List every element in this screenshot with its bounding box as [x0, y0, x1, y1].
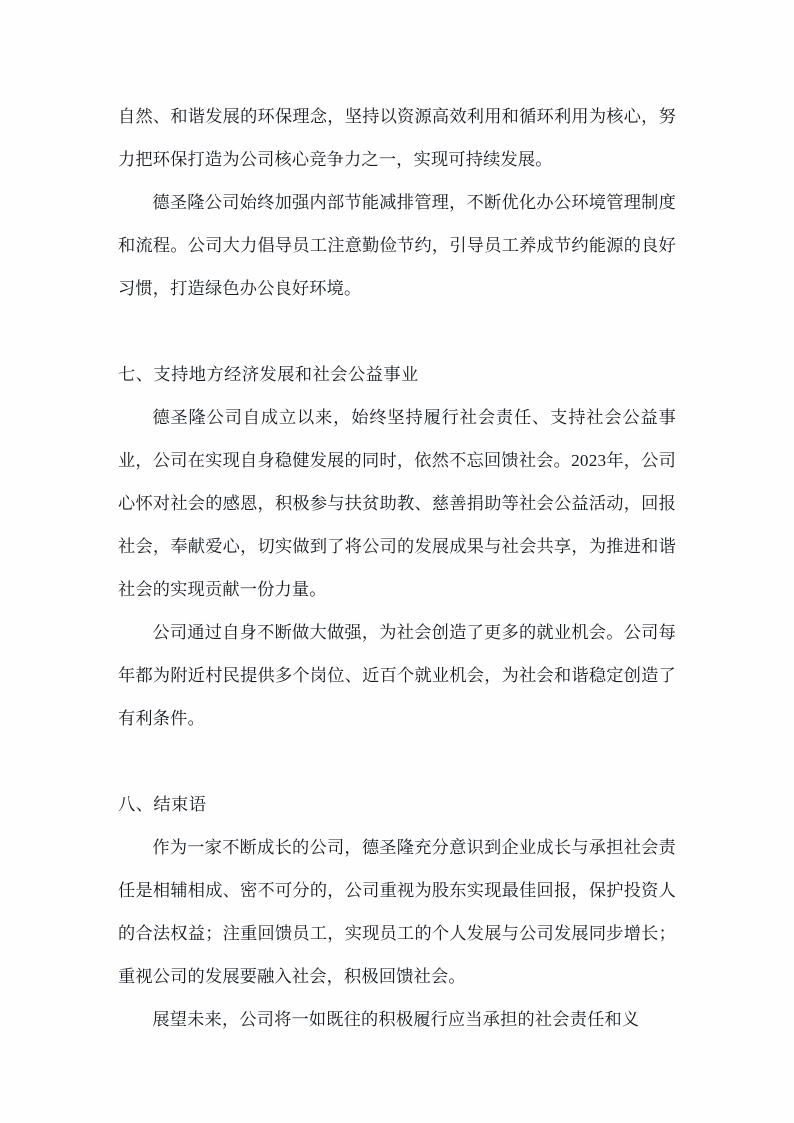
- heading-section-seven: 七、支持地方经济发展和社会公益事业: [118, 365, 419, 384]
- paragraph-employment: 公司通过自身不断做大做强，为社会创造了更多的就业机会。公司每年都为附近村民提供多个岗位、近百个就业机会，为社会和谐稳定创造了有利条件。: [118, 623, 676, 728]
- paragraph-conclusion-two: 展望未来，公司将一如既往的积极履行应当承担的社会责任和义: [152, 1010, 640, 1029]
- paragraph-conclusion-one: 作为一家不断成长的公司，德圣隆充分意识到企业成长与承担社会责任是相辅相成、密不可分的，公司重视为股东实现最佳回报，保护投资人的合法权益；注重回馈员工，实现员工的个人发展与公司发展同步增长；重视公司的发展要融入社会，积极回馈社会。: [118, 838, 676, 986]
- section-spacer: [118, 310, 676, 353]
- paragraph-continuation: 自然、和谐发展的环保理念，坚持以资源高效利用和循环利用为核心，努力把环保打造为公司核心竞争力之一，实现可持续发展。: [118, 107, 676, 169]
- section-spacer: [118, 740, 676, 783]
- paragraph-energy-saving: 德圣隆公司始终加强内部节能减排管理，不断优化办公环境管理制度和流程。公司大力倡导员工注意勤俭节约，引导员工养成节约能源的良好习惯，打造绿色办公良好环境。: [118, 193, 676, 298]
- heading-section-eight: 八、结束语: [118, 795, 207, 814]
- paragraph-public-welfare: 德圣隆公司自成立以来，始终坚持履行社会责任、支持社会公益事业，公司在实现自身稳健发展的同时，依然不忘回馈社会。2023年，公司心怀对社会的感恩，积极参与扶贫助教、慈善捐助等社会公益活动，回报社会，奉献爱心，切实做到了将公司的发展成果与社会共享，为推进和谐社会的实现贡献一份力量。: [118, 408, 676, 599]
- document-body: [118, 95, 676, 1041]
